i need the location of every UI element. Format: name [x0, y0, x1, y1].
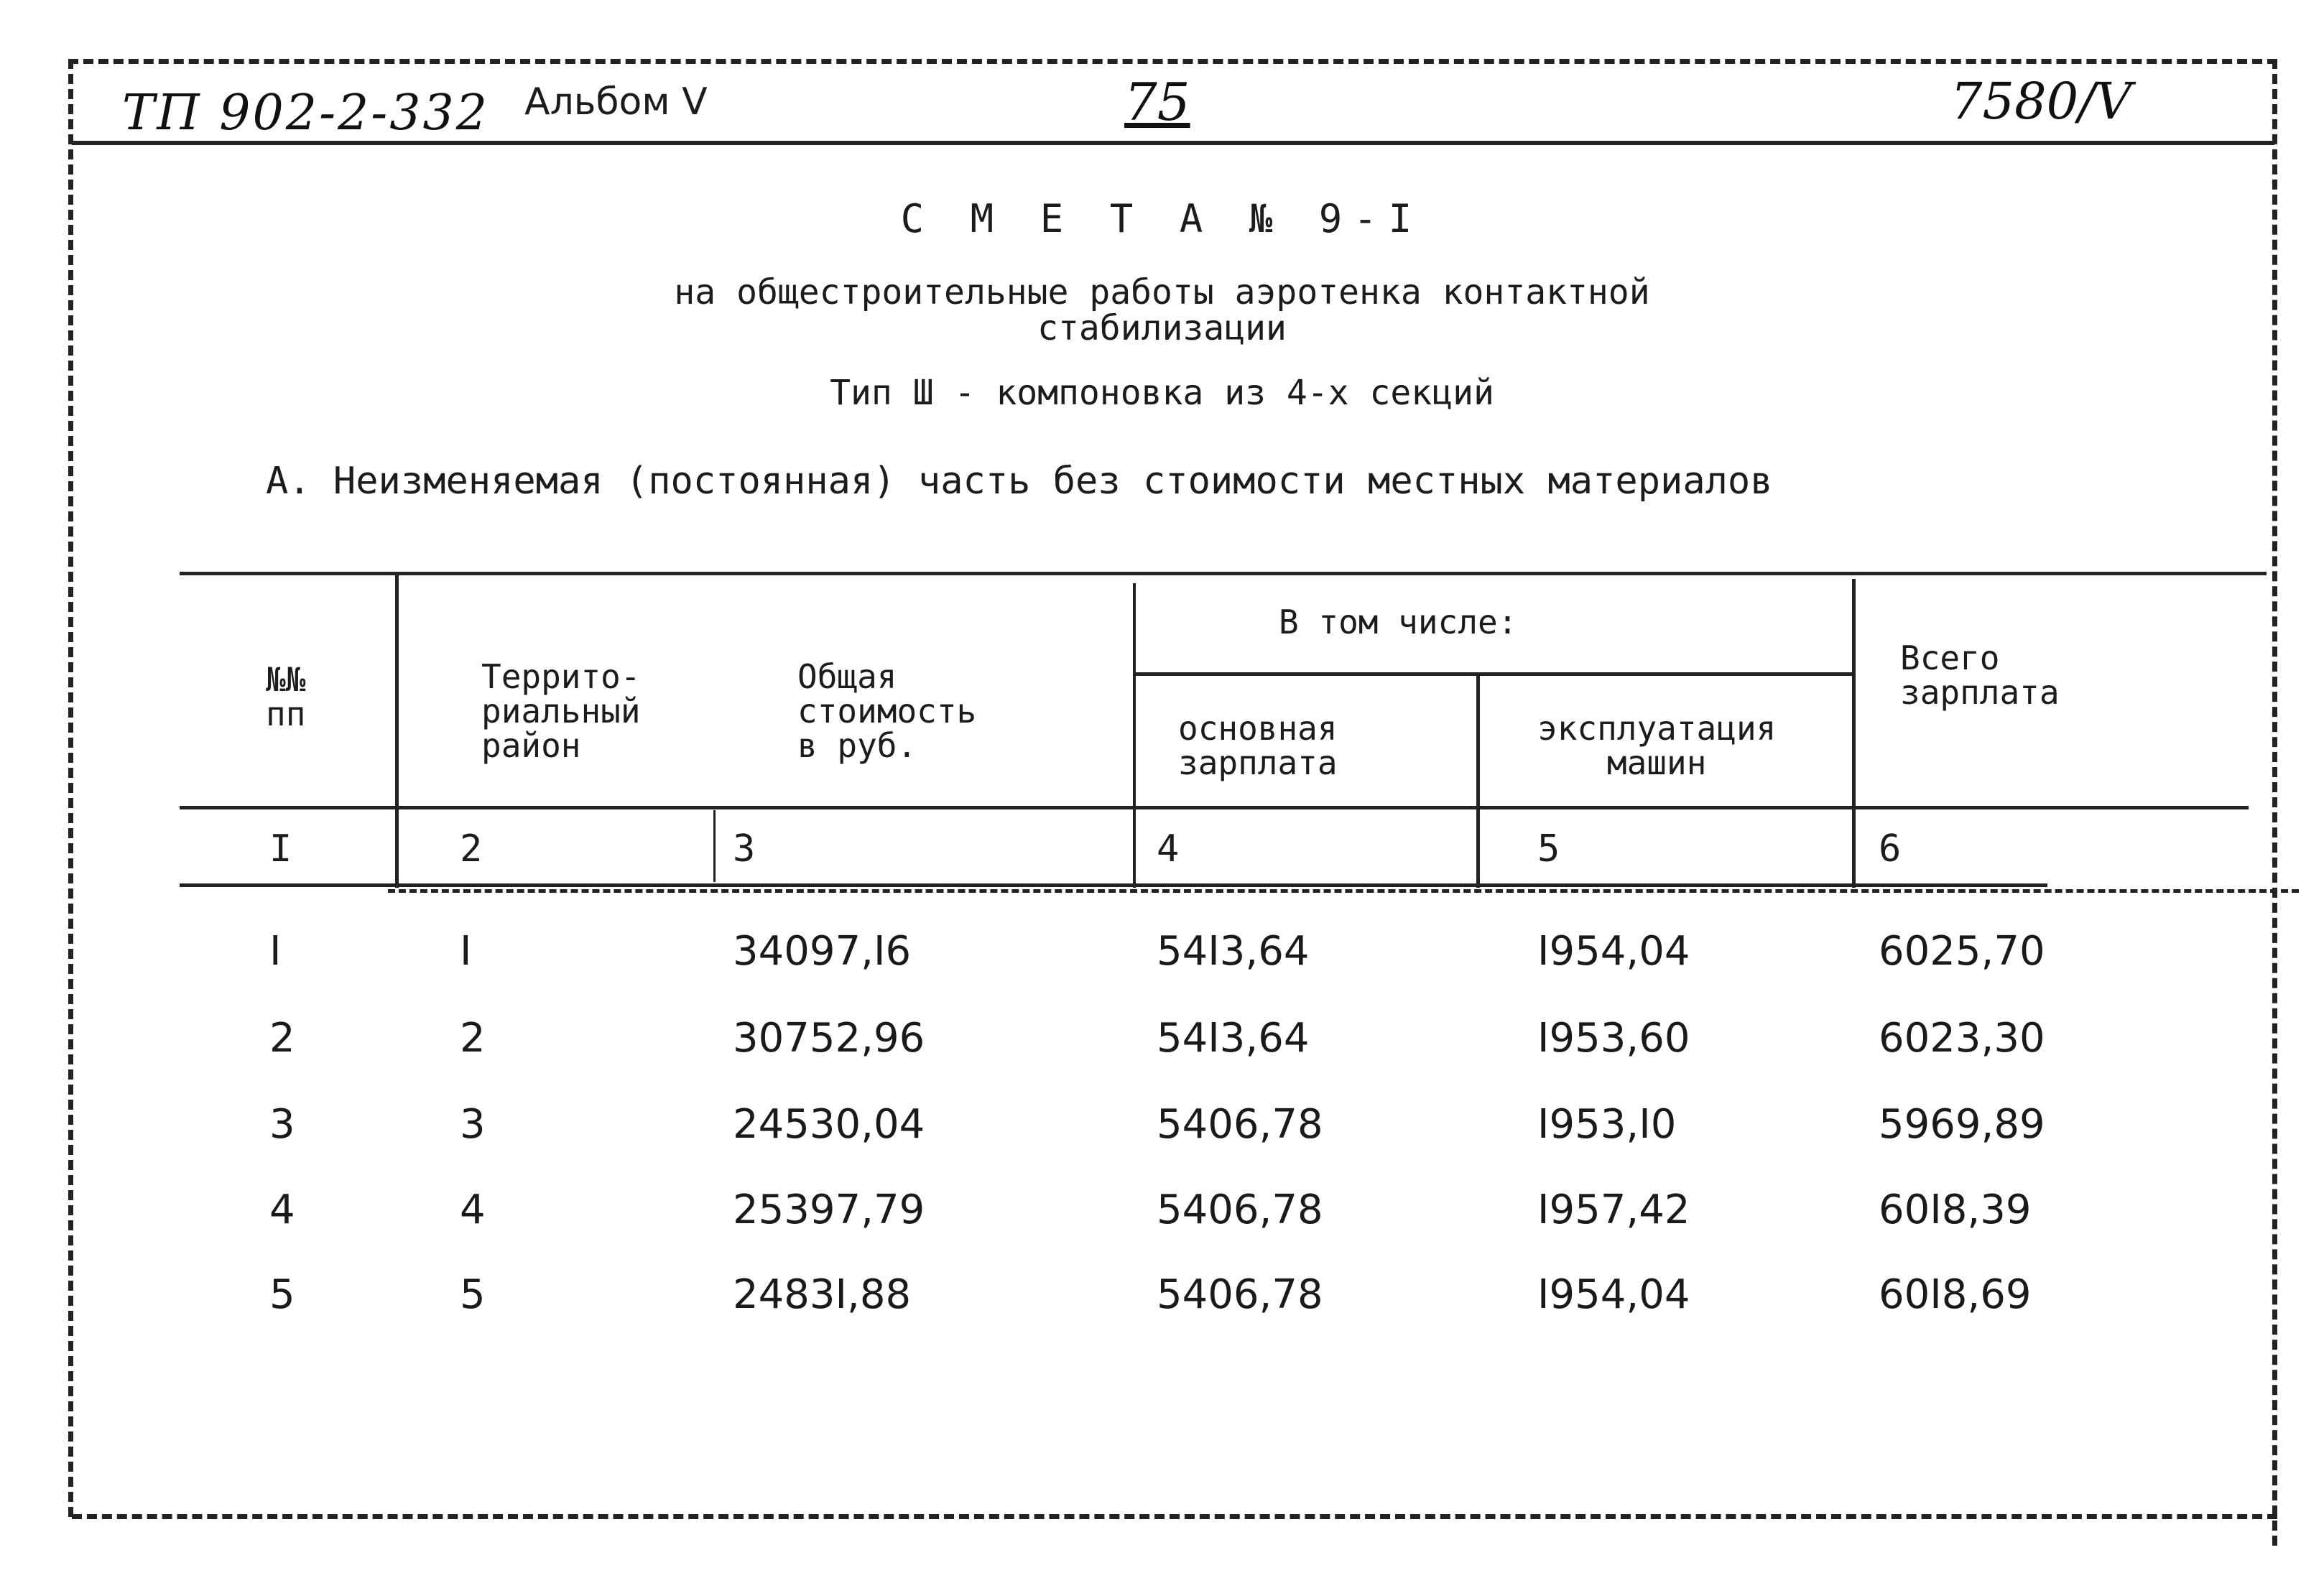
subtitle-line-1: на общестроительные работы аэротенка контактной: [674, 272, 1650, 312]
type-line: Тип Ш - компоновка из 4-х секций: [830, 373, 1494, 413]
cell-base: 54I3,64: [1157, 1015, 1310, 1062]
cell-base: 5406,78: [1157, 1101, 1323, 1148]
col-divider-3: [1133, 583, 1136, 888]
section-heading: А. Неизменяемая (постоянная) часть без стоимости местных материалов: [266, 460, 1773, 503]
col-divider-1: [395, 572, 399, 888]
cell-total: 25397,79: [733, 1187, 925, 1233]
cell-region: 4: [460, 1187, 486, 1233]
column-number: 5: [1537, 827, 1560, 871]
cell-region: I: [460, 928, 472, 975]
cell-wages: 6023,30: [1879, 1015, 2045, 1062]
col-divider-4: [1476, 672, 1480, 888]
cell-total: 34097,I6: [733, 928, 912, 975]
cell-total: 2483I,88: [733, 1271, 912, 1318]
cell-total: 30752,96: [733, 1015, 925, 1062]
cell-wages: 60I8,69: [1879, 1271, 2032, 1318]
subheader-rule: [1135, 672, 1853, 676]
cell-machines: I953,60: [1537, 1015, 1690, 1062]
cell-base: 5406,78: [1157, 1271, 1323, 1318]
cell-base: 54I3,64: [1157, 928, 1310, 975]
cell-region: 3: [460, 1101, 486, 1148]
cell-num: 2: [269, 1015, 295, 1062]
column-number: 6: [1879, 827, 1902, 871]
cell-base: 5406,78: [1157, 1187, 1323, 1233]
header-total-cost: Общая стоимость в руб.: [797, 657, 977, 765]
cell-region: 2: [460, 1015, 486, 1062]
page-number: 75: [1124, 72, 1190, 132]
column-number: 4: [1157, 827, 1180, 871]
frame-bottom: [72, 1514, 2277, 1519]
cell-num: I: [269, 928, 282, 975]
subtitle-line-2: стабилизации: [1037, 308, 1287, 348]
column-number: I: [269, 827, 292, 871]
header-total-wages: Всего зарплата: [1900, 639, 2060, 712]
colnum-bottom-dashed: [388, 889, 2299, 893]
document-title: С М Е Т А № 9-I: [900, 196, 1424, 241]
inventory-number: 7580/V: [1950, 72, 2132, 131]
cell-num: 5: [269, 1271, 295, 1318]
cell-machines: I954,04: [1537, 928, 1690, 975]
column-number: 3: [733, 827, 756, 871]
column-number: 2: [460, 827, 483, 871]
project-code: ТП 902-2-332: [122, 85, 490, 141]
album-label: Альбом V: [524, 80, 708, 124]
cell-machines: I957,42: [1537, 1187, 1690, 1233]
cell-region: 5: [460, 1271, 486, 1318]
cell-num: 4: [269, 1187, 295, 1233]
table-top-rule: [180, 572, 2267, 575]
cell-machines: I954,04: [1537, 1271, 1690, 1318]
cell-wages: 5969,89: [1879, 1101, 2045, 1148]
header-num: №№ пп: [266, 660, 306, 733]
header-machine-operation: эксплуатация машин: [1537, 709, 1777, 782]
colnum-bottom-rule: [180, 883, 2047, 887]
cell-wages: 60I8,39: [1879, 1187, 2032, 1233]
frame-top: [68, 59, 2277, 64]
col-divider-5: [1852, 579, 1856, 888]
cell-machines: I953,I0: [1537, 1101, 1677, 1148]
col-divider-2-short: [713, 810, 716, 882]
header-including: В том числе:: [1279, 603, 1518, 641]
header-bottom-rule: [180, 806, 2249, 809]
header-base-wages: основная зарплата: [1178, 709, 1338, 782]
cell-num: 3: [269, 1101, 295, 1148]
cell-wages: 6025,70: [1879, 928, 2045, 975]
header-region: Террито- риальный район: [481, 657, 641, 765]
cell-total: 24530,04: [733, 1101, 925, 1148]
